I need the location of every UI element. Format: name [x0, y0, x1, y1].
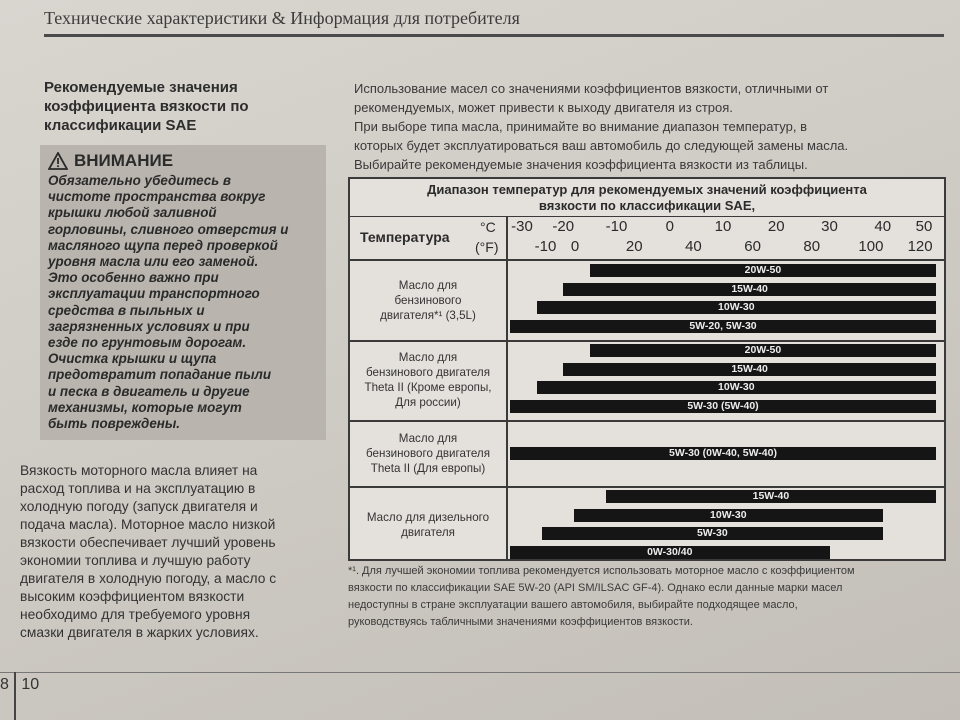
footnote-line: *¹. Для лучшей экономии топлива рекомендуется использовать моторное масло с коэффициентом: [348, 565, 855, 577]
engine-group-label: [350, 510, 506, 540]
engine-group-label-line: двигателя*¹ (3,5L): [380, 308, 476, 322]
page-number: [0, 676, 39, 694]
group-separator: [350, 340, 944, 342]
section-title-line: коэффициента вязкости по: [44, 98, 249, 115]
viscosity-bar: [590, 264, 936, 277]
paragraph-line: расход топлива и на эксплуатацию в: [20, 481, 256, 496]
footnote-line: недоступны в стране эксплуатации вашего автомобиля, выбирайте подходящее масло,: [348, 599, 798, 611]
viscosity-grade-label: 15W-40: [752, 490, 790, 502]
viscosity-grade-label: 5W-30 (0W-40, 5W-40): [669, 446, 777, 459]
fahrenheit-tick-label: 20: [625, 238, 643, 255]
table-title-line: Диапазон температур для рекомендуемых значений коэффициента: [427, 182, 867, 197]
engine-group-label: [350, 278, 506, 323]
engine-group-label-line: Масло для: [398, 431, 458, 445]
warning-header: [48, 151, 318, 171]
header-title: Технические характеристики & Информация для потребителя: [44, 8, 520, 28]
warning-line: предотвратит попадание пыли: [48, 367, 272, 383]
celsius-tick-label: 10: [714, 218, 732, 235]
paragraph-line: смазки двигателя в жарких условиях.: [20, 625, 259, 640]
section-title-line: классификации SAE: [44, 117, 197, 134]
viscosity-grade-label: 15W-40: [731, 362, 768, 375]
engine-group-label-line: Масло для дизельного: [366, 511, 490, 524]
warning-line: быть повреждены.: [48, 416, 181, 432]
celsius-tick-label: -10: [605, 218, 628, 235]
viscosity-bar: [563, 283, 936, 296]
paragraph-line: двигателя в холодную погоду, а масло с: [20, 571, 277, 586]
viscosity-bar: [537, 381, 936, 394]
warning-line: крышки любой заливной: [48, 205, 217, 221]
warning-line: загрязненных условиях и при: [48, 318, 250, 334]
fahrenheit-tick-label: 40: [685, 238, 702, 255]
viscosity-paragraph: [20, 462, 324, 642]
warning-line: масляного щупа перед проверкой: [48, 237, 278, 253]
intro-line: Выбирайте рекомендуемые значения коэффициента вязкости из таблицы.: [354, 157, 808, 172]
page-bottom-rule: [0, 672, 960, 673]
warning-title: ВНИМАНИЕ: [74, 151, 174, 170]
left-column: [40, 78, 330, 440]
intro-line: которых будет эксплуатироваться ваш автомобиль до следующей замены масла.: [354, 138, 849, 153]
engine-group-label-line: бензинового двигателя: [366, 366, 490, 379]
table-title: [350, 179, 944, 217]
viscosity-grade-label: 5W-20, 5W-30: [689, 319, 757, 332]
celsius-tick-label: 50: [915, 218, 933, 235]
paragraph-line: необходимо для требуемого уровня: [20, 607, 251, 622]
warning-line: Очистка крышки и щупа: [48, 351, 217, 367]
intro-text: [354, 80, 934, 175]
footnote: [348, 563, 944, 631]
intro-line: рекомендуемых, может привести к выходу двигателя из строя.: [354, 100, 733, 115]
engine-group-label-line: Масло для: [398, 351, 458, 364]
viscosity-bar: [510, 447, 936, 460]
viscosity-grade-label: 20W-50: [744, 264, 782, 276]
warning-line: эксплуатации транспортного: [48, 286, 260, 302]
viscosity-grade-label: 5W-30 (5W-40): [687, 399, 759, 412]
warning-line: средства в пыльных и: [48, 302, 205, 318]
viscosity-bar: [542, 527, 883, 540]
celsius-tick-label: 40: [874, 218, 892, 235]
warning-text: [48, 173, 318, 432]
temperature-label: Температура: [360, 229, 450, 245]
engine-group-label: [350, 350, 506, 410]
viscosity-bar: [510, 320, 936, 333]
celsius-tick-label: 0: [665, 218, 674, 235]
viscosity-grade-label: 20W-50: [744, 344, 782, 356]
footnote-line: вязкости по классификации SAE 5W-20 (API SM/ILSAC GF-4). Однако если данные марки масел: [348, 582, 843, 594]
viscosity-grade-label: 10W-30: [710, 508, 747, 521]
engine-group-label-line: бензинового двигателя: [366, 446, 490, 460]
paragraph-line: холодную погоду (запуск двигателя и: [20, 499, 258, 514]
group-separator: [350, 420, 944, 422]
table-title-line: вязкости по классификации SAE,: [538, 198, 756, 213]
viscosity-bar: [606, 490, 936, 503]
warning-box: [40, 145, 326, 440]
fahrenheit-unit: (°F): [475, 239, 499, 255]
fahrenheit-tick-label: 60: [744, 238, 761, 255]
engine-group-label-line: Theta II (Для европы): [370, 461, 486, 475]
warning-line: чистоте пространства вокруг: [48, 189, 266, 205]
viscosity-table: [348, 177, 946, 561]
viscosity-bar: [510, 400, 936, 413]
warning-line: уровня масла или его заменой.: [48, 254, 259, 270]
viscosity-bar: [563, 363, 936, 376]
intro-line: Использование масел со значениями коэффициентов вязкости, отличными от: [354, 81, 829, 96]
viscosity-grade-label: 0W-30/40: [647, 545, 693, 558]
page-header: [44, 8, 944, 37]
engine-group-label-line: двигателя: [401, 526, 455, 539]
footnote-line: руководствуясь табличными значениями коэффициентов вязкости.: [348, 616, 693, 628]
paragraph-line: Вязкость моторного масла влияет на: [20, 463, 258, 478]
paragraph-line: высоким коэффициентом вязкости: [20, 589, 245, 604]
paragraph-line: подача масла). Моторное масло низкой: [20, 517, 276, 532]
page-number-left: 8: [0, 676, 9, 693]
celsius-tick-label: 30: [821, 218, 838, 235]
celsius-tick-label: -30: [511, 218, 533, 235]
warning-line: Обязательно убедитесь в: [48, 173, 231, 188]
viscosity-bar: [537, 301, 936, 314]
engine-group-label-line: бензинового: [394, 293, 462, 307]
celsius-unit: °C: [480, 219, 496, 235]
temperature-scale-row: [350, 217, 944, 261]
section-title-line: Рекомендуемые значения: [44, 79, 238, 96]
viscosity-bar: [510, 546, 830, 559]
warning-line: горловины, сливного отверстия и: [48, 221, 289, 237]
celsius-tick-label: -20: [552, 218, 575, 235]
fahrenheit-tick-label: 80: [803, 238, 821, 255]
fahrenheit-tick-label: -10: [534, 238, 557, 255]
fahrenheit-tick-label: 100: [858, 238, 884, 255]
warning-line: езде по грунтовым дорогам.: [48, 335, 247, 351]
engine-group-label-line: Масло для: [398, 278, 458, 292]
viscosity-bar: [590, 344, 936, 357]
engine-group-label: [350, 431, 506, 476]
paragraph-line: экономии топлива и лучшую работу: [20, 553, 251, 568]
intro-line: При выборе типа масла, принимайте во внимание диапазон температур, в: [354, 119, 807, 134]
group-separator: [350, 486, 944, 488]
page-number-right: 10: [21, 676, 40, 693]
label-column-divider: [506, 217, 508, 559]
fahrenheit-tick-label: 120: [907, 238, 933, 255]
viscosity-grade-label: 10W-30: [718, 381, 755, 393]
warning-triangle-icon: [48, 152, 68, 170]
paragraph-line: вязкости обеспечивает лучший уровень: [20, 535, 276, 550]
warning-line: Это особенно важно при: [48, 270, 219, 286]
warning-line: и песка в двигатель и другие: [48, 383, 250, 399]
celsius-tick-label: 20: [767, 218, 785, 235]
engine-group-label-line: Theta II (Кроме европы,: [364, 381, 492, 394]
fahrenheit-tick-label: 0: [570, 238, 580, 255]
viscosity-grade-label: 15W-40: [731, 282, 768, 295]
warning-line: механизмы, которые могут: [48, 399, 242, 415]
viscosity-grade-label: 5W-30: [696, 527, 728, 539]
section-title: [44, 78, 330, 135]
viscosity-grade-label: 10W-30: [718, 301, 755, 313]
viscosity-bar: [574, 509, 883, 522]
engine-group-label-line: Для россии): [395, 396, 461, 409]
